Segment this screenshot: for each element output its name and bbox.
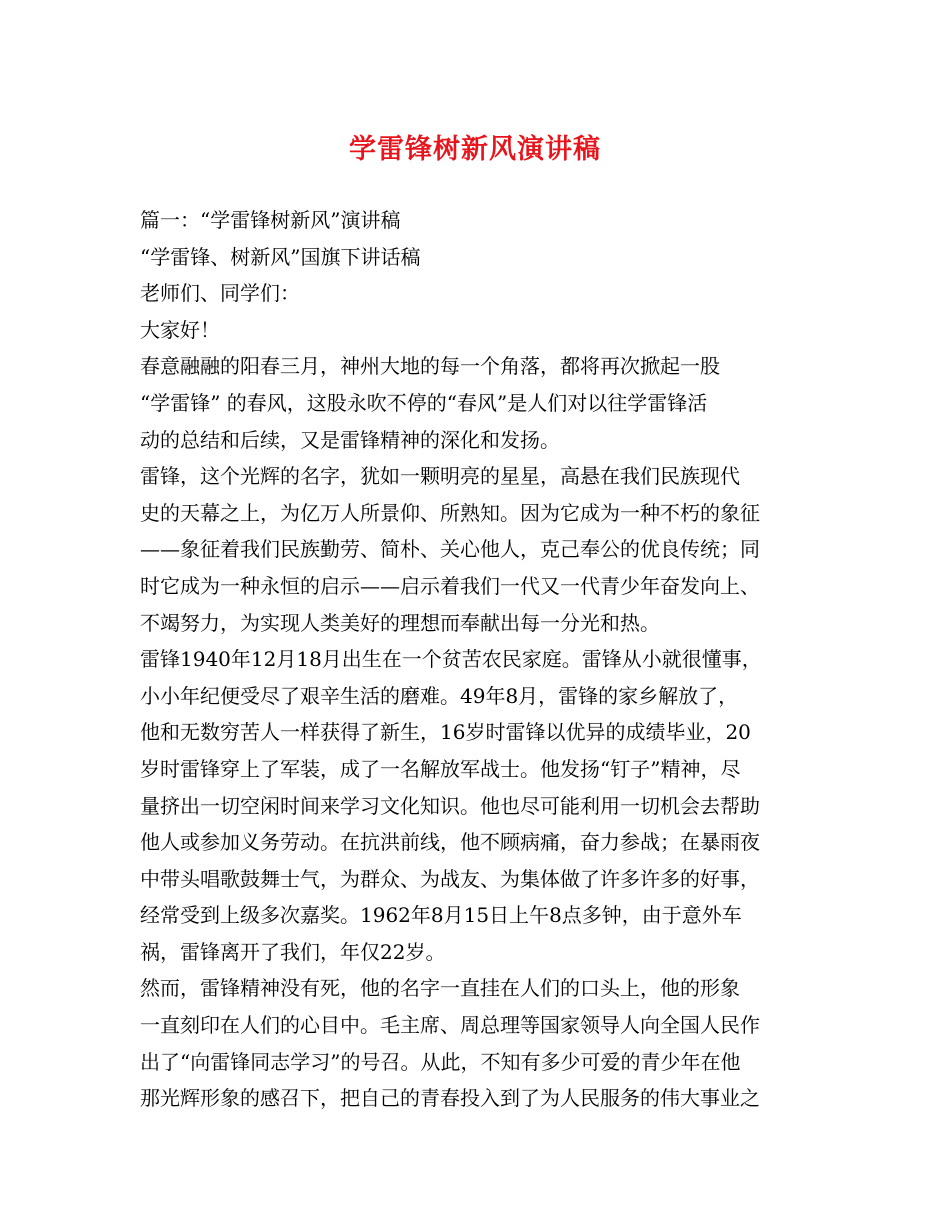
body-line: 他人或参加义务劳动。在抗洪前线，他不顾病痛，奋力参战；在暴雨夜 [140, 830, 760, 855]
document-title: 学雷锋树新风演讲稿 [349, 134, 601, 165]
body-line: 史的天幕之上，为亿万人所景仰、所熟知。因为它成为一种不朽的象征 [140, 500, 760, 525]
body-line: 大家好！ [140, 317, 220, 342]
body-line: 中带头唱歌鼓舞士气，为群众、为战友、为集体做了许多许多的好事， [140, 866, 760, 891]
body-line: 岁时雷锋穿上了军装，成了一名解放军战士。他发扬“钉子”精神，尽 [140, 756, 741, 781]
body-line: 动的总结和后续，又是雷锋精神的深化和发扬。 [140, 427, 560, 452]
body-line: 然而，雷锋精神没有死，他的名字一直挂在人们的口头上，他的形象 [140, 976, 740, 1001]
body-line: 祸，雷锋离开了我们，年仅22岁。 [140, 939, 446, 964]
body-line: 雷锋，这个光辉的名字，犹如一颗明亮的星星，高悬在我们民族现代 [140, 464, 740, 489]
body-line: ——象征着我们民族勤劳、简朴、关心他人，克己奉公的优良传统；同 [140, 537, 760, 562]
body-line: 时它成为一种永恒的启示——启示着我们一代又一代青少年奋发向上、 [140, 573, 760, 598]
body-line: “学雷锋” 的春风，这股永吹不停的“春风”是人们对以往学雷锋活 [140, 390, 708, 415]
body-line: 雷锋1940年12月18月出生在一个贫苦农民家庭。雷锋从小就很懂事， [140, 647, 762, 672]
document-body [140, 202, 820, 1117]
body-line: 经常受到上级多次嘉奖。1962年8月15日上午8点多钟，由于意外车 [140, 903, 742, 928]
body-line: 他和无数穷苦人一样获得了新生，16岁时雷锋以优异的成绩毕业，20 [140, 720, 751, 745]
body-line: 一直刻印在人们的心目中。毛主席、周总理等国家领导人向全国人民作 [140, 1013, 760, 1038]
body-line: 量挤出一切空闲时间来学习文化知识。他也尽可能利用一切机会去帮助 [140, 793, 760, 818]
body-line: 篇一：“学雷锋树新风”演讲稿 [140, 208, 401, 232]
body-line: 不竭努力，为实现人类美好的理想而奉献出每一分光和热。 [140, 610, 660, 635]
body-line: 出了“向雷锋同志学习”的号召。从此，不知有多少可爱的青少年在他 [140, 1049, 741, 1074]
body-line: 春意融融的阳春三月，神州大地的每一个角落，都将再次掀起一股 [140, 354, 720, 379]
body-line: 小小年纪便受尽了艰辛生活的磨难。49年8月，雷锋的家乡解放了， [140, 683, 739, 708]
body-line: “学雷锋、树新风”国旗下讲话稿 [140, 244, 421, 269]
body-line: 老师们、同学们： [140, 281, 300, 306]
body-line: 那光辉形象的感召下，把自己的青春投入到了为人民服务的伟大事业之 [140, 1086, 760, 1111]
